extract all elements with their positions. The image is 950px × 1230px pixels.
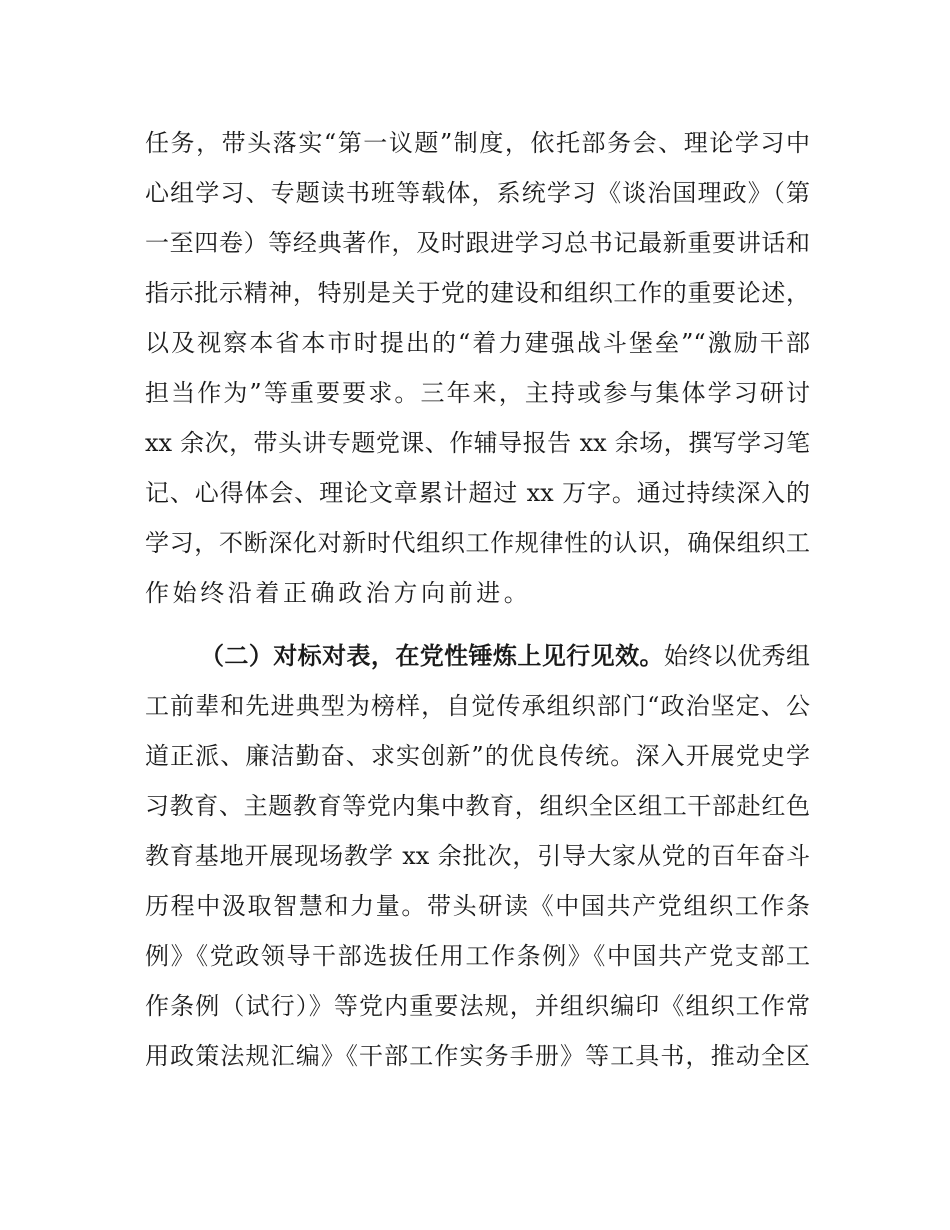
text-line: 用政策法规汇编》《干部工作实务手册》等工具书，推动全区: [145, 1042, 810, 1070]
text-line: [145, 631, 810, 681]
text-line: 作始终沿着正确政治方向前进。: [145, 579, 532, 607]
text-line: 记、心得体会、理论文章累计超过 xx 万字。通过持续深入的: [145, 479, 810, 507]
text-line: 道正派、廉洁勤奋、求实创新”的优良传统。深入开展党史学: [145, 742, 810, 770]
text-line: xx 余次，带头讲专题党课、作辅导报告 xx 余场，撰写学习笔: [145, 429, 810, 457]
text-line: 指示批示精神，特别是关于党的建设和组织工作的重要论述，: [145, 279, 810, 307]
document-page: [145, 118, 810, 1081]
text-line: 历程中汲取智慧和力量。带头研读《中国共产党组织工作条: [145, 892, 810, 920]
text-line: 例》《党政领导干部选拔任用工作条例》《中国共产党支部工: [145, 942, 810, 970]
text-line: 教育基地开展现场教学 xx 余批次，引导大家从党的百年奋斗: [145, 842, 810, 870]
text-line: 习教育、主题教育等党内集中教育，组织全区组工干部赴红色: [145, 792, 810, 820]
text-line: 担当作为”等重要要求。三年来，主持或参与集体学习研讨: [145, 379, 810, 407]
text-line: 任务，带头落实“第一议题”制度，依托部务会、理论学习中: [145, 129, 810, 157]
text-line: 学习，不断深化对新时代组织工作规律性的认识，确保组织工: [145, 529, 810, 557]
paragraph-1: [145, 118, 810, 618]
text-line: 心组学习、专题读书班等载体，系统学习《谈治国理政》（第: [145, 179, 810, 207]
text-line: 工前辈和先进典型为榜样，自觉传承组织部门“政治坚定、公: [145, 692, 810, 720]
text-line: 一至四卷）等经典著作，及时跟进学习总书记最新重要讲话和: [145, 229, 810, 257]
text-line: 以及视察本省本市时提出的“着力建强战斗堡垒”“激励干部: [145, 329, 810, 357]
paragraph-2: [145, 631, 810, 1081]
section-heading: （二）对标对表，在党性锤炼上见行见效。: [200, 642, 664, 670]
text-line: 作条例（试行）》等党内重要法规，并组织编印《组织工作常: [145, 992, 810, 1020]
heading-continuation: 始终以优秀组: [663, 642, 811, 670]
